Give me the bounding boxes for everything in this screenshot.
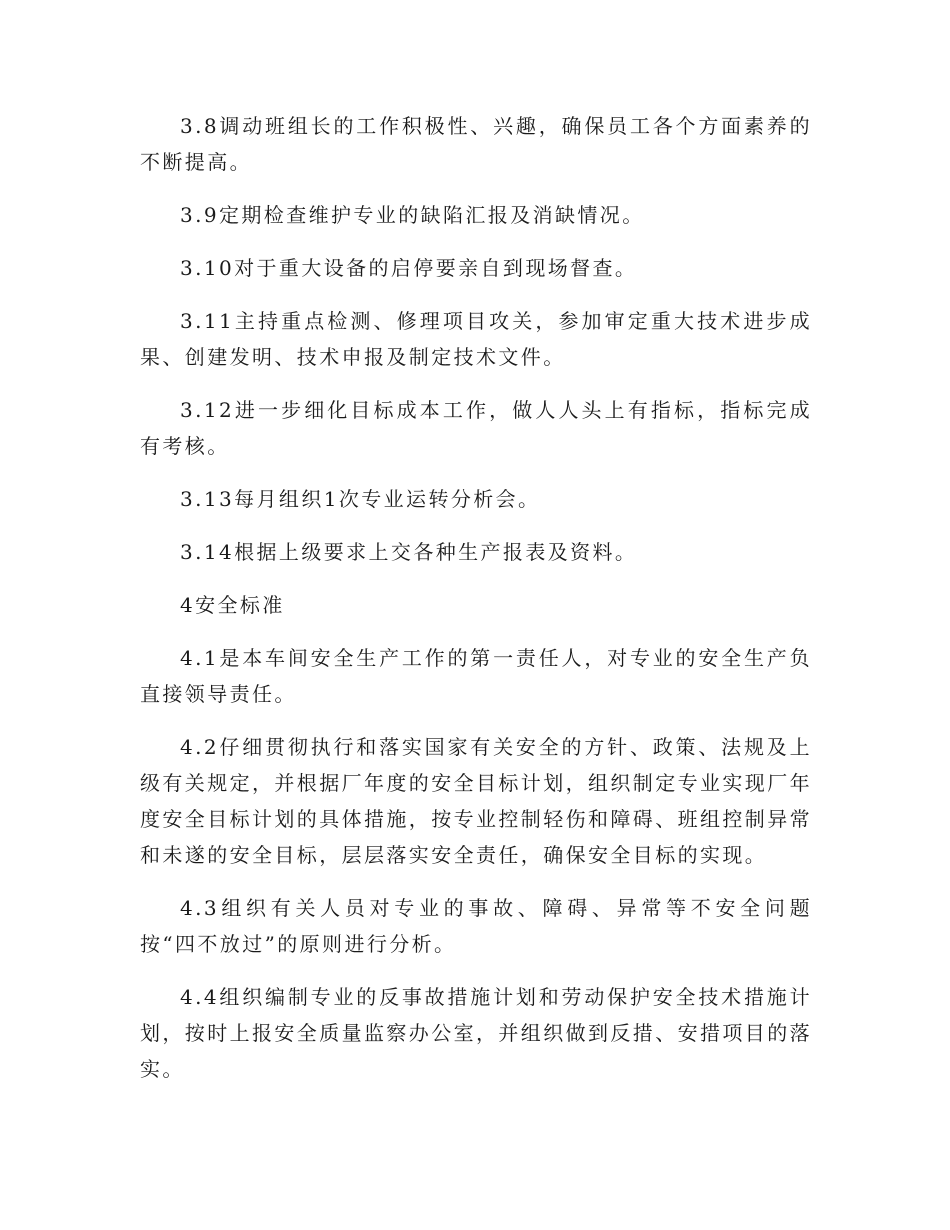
paragraph-3-8: 3.8调动班组长的工作积极性、兴趣，确保员工各个方面素养的不断提高。 [140, 114, 812, 174]
paragraph-3-10: 3.10对于重大设备的启停要亲自到现场督查。 [180, 256, 638, 280]
paragraph-4-4: 4.4组织编制专业的反事故措施计划和劳动保护安全技术措施计划，按时上报安全质量监察办公室，并组织做到反措、安措项目的落实。 [140, 985, 812, 1081]
paragraph-4-2: 4.2仔细贯彻执行和落实国家有关安全的方针、政策、法规及上级有关规定，并根据厂年度的安全目标计划，组织制定专业实现厂年度安全目标计划的具体措施，按专业控制轻伤和障碍、班组控制异常和未遂的安全目标，层层落实安全责任，确保安全目标的实现。 [140, 735, 812, 867]
paragraph-4-3: 4.3组织有关人员对专业的事故、障碍、异常等不安全问题按“四不放过”的原则进行分析。 [140, 896, 812, 956]
paragraph-3-12: 3.12进一步细化目标成本工作，做人人头上有指标，指标完成有考核。 [140, 398, 812, 458]
paragraph-4-1: 4.1是本车间安全生产工作的第一责任人，对专业的安全生产负直接领导责任。 [140, 646, 812, 706]
paragraph-3-9: 3.9定期检查维护专业的缺陷汇报及消缺情况。 [180, 203, 645, 227]
paragraph-3-11: 3.11主持重点检测、修理项目攻关，参加审定重大技术进步成果、创建发明、技术申报及制定技术文件。 [140, 309, 812, 369]
section-heading-4: 4安全标准 [180, 593, 285, 617]
document-body [140, 108, 812, 1104]
paragraph-3-13: 3.13每月组织1次专业运转分析会。 [180, 487, 541, 511]
paragraph-3-14: 3.14根据上级要求上交各种生产报表及资料。 [180, 540, 638, 564]
